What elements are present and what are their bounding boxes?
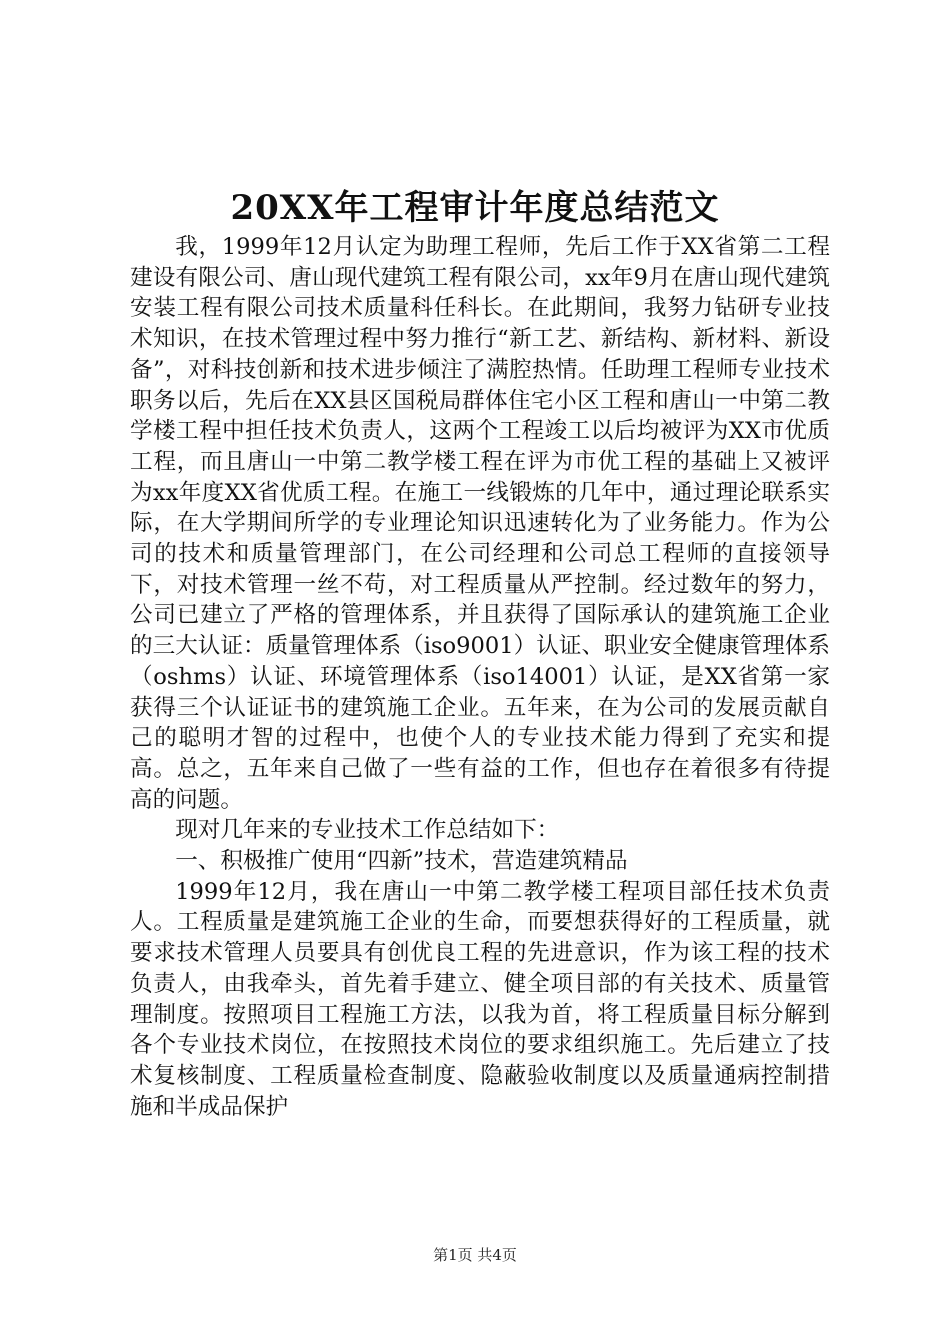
- paragraph: 1999年12月，我在唐山一中第二教学楼工程项目部任技术负责人。工程质量是建筑施工企业的生命，而要想获得好的工程质量，就要求技术管理人员要具有创优良工程的先进意识，作为该工程的技术负责人，由我牵头，首先着手建立、健全项目部的有关技术、质量管理制度。按照项目工程施工方法，以我为首，将工程质量目标分解到各个专业技术岗位，在按照技术岗位的要求组织施工。先后建立了技术复核制度、工程质量检查制度、隐蔽验收制度以及质量通病控制措施和半成品保护: [130, 878, 830, 1120]
- document-body: [130, 232, 830, 1122]
- document-title: 20XX年工程审计年度总结范文: [230, 188, 720, 228]
- paragraph: 现对几年来的专业技术工作总结如下：: [175, 817, 560, 844]
- paragraph: 我，1999年12月认定为助理工程师，先后工作于XX省第二工程建设有限公司、唐山现代建筑工程有限公司，xx年9月在唐山现代建筑安装工程有限公司技术质量科任科长。在此期间，我努力钻研专业技术知识，在技术管理过程中努力推行“新工艺、新结构、新材料、新设备”，对科技创新和技术进步倾注了满腔热情。任助理工程师专业技术职务以后，先后在XX县区国税局群体住宅小区工程和唐山一中第二教学楼工程中担任技术负责人，这两个工程竣工以后均被评为XX市优质工程，而且唐山一中第二教学楼工程在评为市优工程的基础上又被评为xx年度XX省优质工程。在施工一线锻炼的几年中，通过理论联系实际，在大学期间所学的专业理论知识迅速转化为了业务能力。作为公司的技术和质量管理部门，在公司经理和公司总工程师的直接领导下，对技术管理一丝不苟，对工程质量从严控制。经过数年的努力，公司已建立了严格的管理体系，并且获得了国际承认的建筑施工企业的三大认证：质量管理体系（iso9001）认证、职业安全健康管理体系（oshms）认证、环境管理体系（iso14001）认证，是XX省第一家获得三个认证证书的建筑施工企业。五年来，在为公司的发展贡献自己的聪明才智的过程中，也使个人的专业技术能力得到了充实和提高。总之，五年来自己做了一些有益的工作，但也存在着很多有待提高的问题。: [130, 234, 830, 813]
- section-heading: 一、积极推广使用“四新”技术，营造建筑精品: [175, 848, 628, 875]
- page-number-footer: 第1页 共4页: [433, 1246, 517, 1264]
